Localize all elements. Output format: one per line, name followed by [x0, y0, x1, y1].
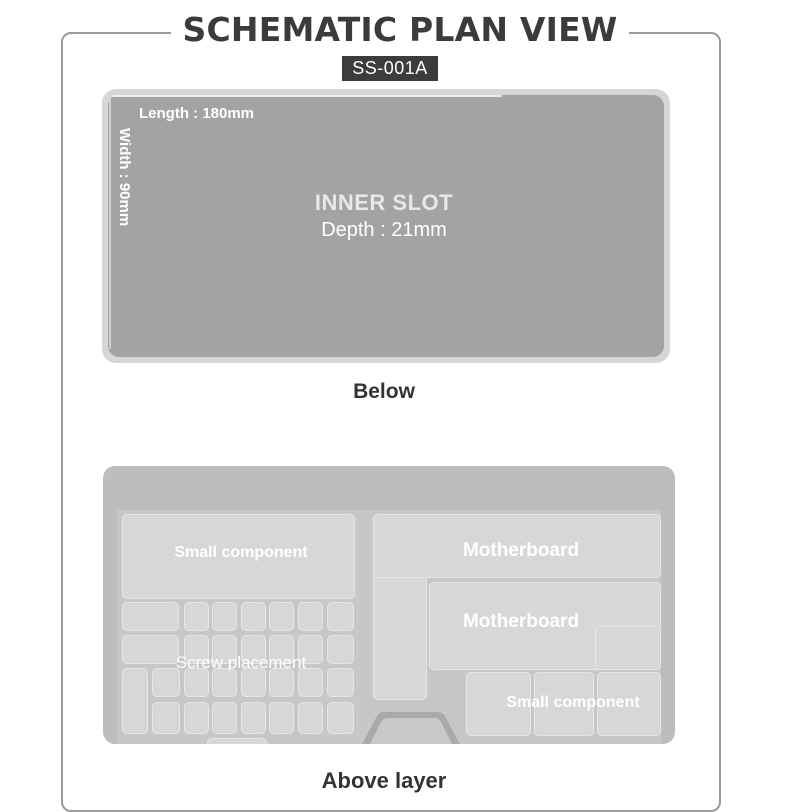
screw-cell [122, 668, 148, 734]
motherboard-label-2: Motherboard [462, 611, 580, 632]
tray-highlight-top [112, 95, 502, 97]
screw-cell [122, 602, 179, 631]
depth-label: Depth : 21mm [321, 219, 447, 241]
inner-slot-title: INNER SLOT [314, 190, 454, 215]
screw-cell [152, 702, 180, 734]
screw-cell [269, 702, 294, 734]
finger-notch [355, 710, 467, 744]
screw-cell [184, 702, 209, 734]
title-row [0, 8, 800, 52]
length-label: Length : 180mm [139, 105, 255, 122]
page-title: SCHEMATIC PLAN VIEW [171, 8, 630, 52]
small-component-label: Small component [174, 544, 308, 561]
model-code-badge: SS-001A [342, 56, 438, 81]
screw-cell [298, 602, 323, 631]
screw-cell [184, 602, 209, 631]
screw-cell [212, 702, 237, 734]
screw-cell [327, 702, 354, 734]
screw-placement-label: Screw placement [175, 653, 307, 672]
width-label: Width : 90mm [116, 128, 133, 227]
screw-cell [269, 602, 294, 631]
screw-cell [327, 602, 354, 631]
motherboard-label-1: Motherboard [462, 540, 580, 561]
screw-cell [298, 702, 323, 734]
below-caption: Below [353, 380, 415, 403]
screw-cell [207, 738, 267, 744]
screw-cell [212, 602, 237, 631]
above-caption: Above layer [321, 768, 447, 793]
small-component-label-bottom: Small component [506, 694, 640, 711]
screw-cell [241, 702, 266, 734]
screw-cell [241, 602, 266, 631]
